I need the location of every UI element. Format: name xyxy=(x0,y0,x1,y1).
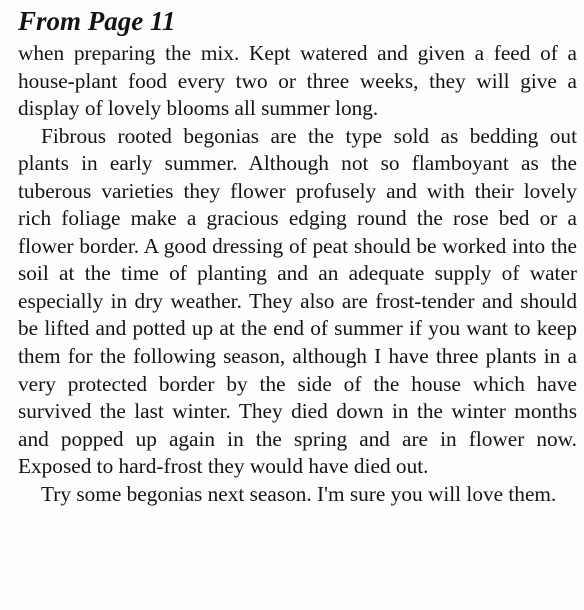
paragraph-continuation: when preparing the mix. Kept watered and given a feed of a house-plant food every two or three weeks, they will give a display of lovely blooms all summer long. xyxy=(18,41,577,121)
article-body xyxy=(18,40,577,508)
paragraph-fibrous-begonias: Fibrous rooted begonias are the type sold as bedding out plants in early summer. Although not so flamboyant as the tuberous varieties they flower profusely and with their lovely rich foliage make a gracious edging round the rose bed or a flower border. A good dressing of peat should be worked into the soil at the time of planting and an adequate supply of water especially in dry weather. They also are frost-tender and should be lifted and potted up at the end of summer if you want to keep them for the following season, although I have three plants in a very protected border by the side of the house which have survived the last winter. They died down in the winter months and popped up again in the spring and are in flower now. Exposed to hard-frost they would have died out. xyxy=(18,123,577,479)
continuation-heading: From Page 11 xyxy=(18,6,176,36)
paragraph-closing: Try some begonias next season. I'm sure you will love them. xyxy=(41,481,557,506)
